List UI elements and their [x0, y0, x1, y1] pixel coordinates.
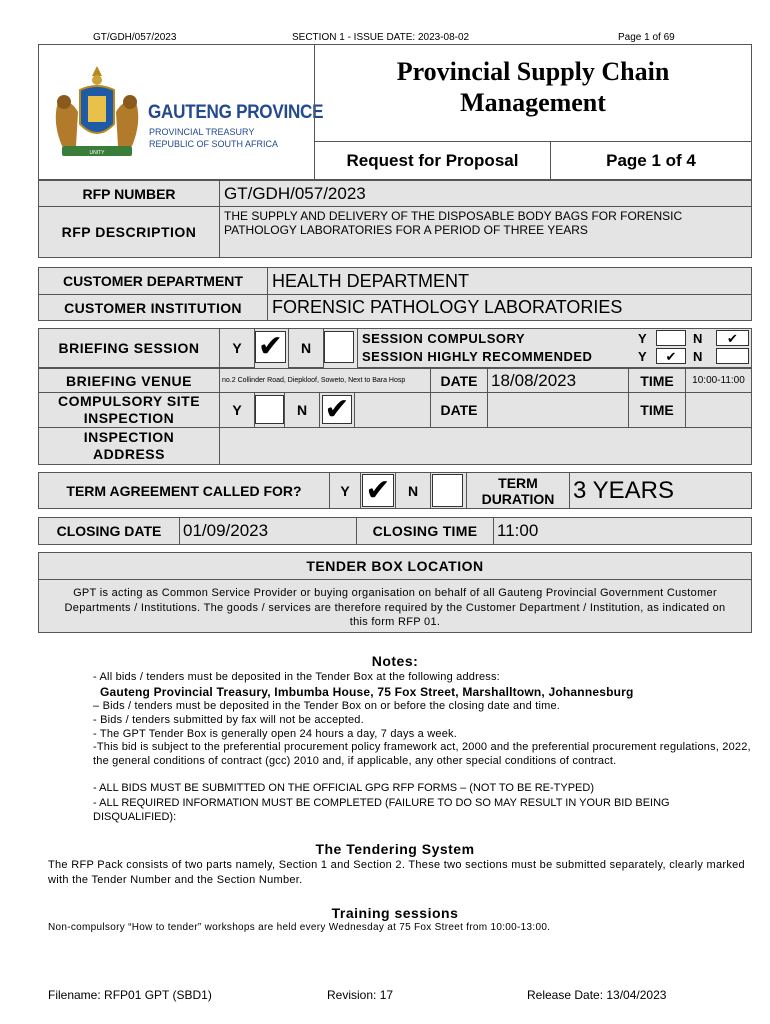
recommended-n-label: N — [693, 349, 703, 364]
check-icon: ✔ — [257, 330, 284, 363]
site-y-label: Y — [219, 392, 255, 428]
closing-date-label: CLOSING DATE — [38, 517, 180, 545]
rfp-number-value: GT/GDH/057/2023 — [219, 180, 752, 207]
notes-item: - All bids / tenders must be deposited in the Tender Box at the following address: — [93, 671, 500, 683]
footer-release: Release Date: 13/04/2023 — [527, 988, 667, 1002]
page-title: Provincial Supply Chain Management — [396, 57, 670, 117]
recommended-no-checkbox[interactable] — [716, 348, 749, 364]
term-y-label: Y — [329, 472, 361, 509]
site-spacer — [354, 392, 431, 428]
term-no-checkbox[interactable] — [432, 474, 463, 507]
header-page: Page 1 of 69 — [618, 32, 675, 43]
tender-box-title: TENDER BOX LOCATION — [38, 552, 752, 580]
notes-address: Gauteng Provincial Treasury, Imbumba House, 75 Fox Street, Marshalltown, Johannesburg — [100, 685, 634, 699]
notes-item: - ALL BIDS MUST BE SUBMITTED ON THE OFFICIAL GPG RFP FORMS – (NOT TO BE RE-TYPED) — [93, 782, 594, 794]
briefing-venue-label: BRIEFING VENUE — [38, 368, 220, 393]
coat-of-arms-icon — [48, 62, 146, 162]
notes-item: - ALL REQUIRED INFORMATION MUST BE COMPLETED (FAILURE TO DO SO MAY RESULT IN YOUR BID BEING DISQUALIFIED): — [93, 797, 670, 823]
briefing-n-label: N — [288, 328, 324, 368]
check-icon: ✔ — [665, 348, 677, 364]
term-n-label: N — [395, 472, 431, 509]
customer-dept-value: HEALTH DEPARTMENT — [267, 267, 752, 295]
site-no-checkbox[interactable] — [322, 392, 352, 426]
site-time-value — [685, 392, 752, 428]
session-compulsory-label: SESSION COMPULSORY — [362, 331, 526, 346]
site-yes-checkbox[interactable] — [255, 395, 284, 424]
site-inspection-label: COMPULSORY SITE INSPECTION — [38, 392, 220, 428]
training-text: Non-compulsory “How to tender” workshops are held every Wednesday at 75 Fox Street from 10:00-13:00. — [48, 922, 551, 933]
recommended-yes-checkbox[interactable] — [656, 348, 686, 364]
notes-item: – Bids / tenders must be deposited in the Tender Box on or before the closing date and time. — [93, 700, 561, 712]
briefing-date-label: DATE — [430, 368, 488, 393]
notes-item: -This bid is subject to the preferential procurement policy framework act, 2000 and the preferential procurement regulations, 2022, the general conditions of contract (gcc) 2010 and, if applicable, any other special conditions of contract. — [93, 741, 751, 767]
compulsory-no-checkbox[interactable] — [716, 330, 749, 346]
header-section: SECTION 1 - ISSUE DATE: 2023-08-02 — [292, 32, 470, 43]
term-agreement-label: TERM AGREEMENT CALLED FOR? — [66, 482, 302, 499]
session-recommended-label: SESSION HIGHLY RECOMMENDED — [362, 349, 593, 364]
site-n-label: N — [284, 392, 320, 428]
briefing-venue-value: no.2 Collinder Road, Diepkloof, Soweto, Next to Bara Hosp — [219, 368, 431, 393]
check-icon: ✔ — [324, 392, 350, 426]
site-date-label: DATE — [430, 392, 488, 428]
footer-revision: Revision: 17 — [327, 988, 394, 1002]
briefing-time-value: 10:00-11:00 — [685, 368, 752, 393]
compulsory-y-label: Y — [638, 331, 647, 346]
term-yes-checkbox[interactable] — [362, 474, 394, 507]
inspection-address-label: INSPECTION ADDRESS — [38, 427, 220, 465]
briefing-y-label: Y — [219, 328, 255, 368]
tendering-title: The Tendering System — [315, 841, 475, 857]
compulsory-n-label: N — [693, 331, 703, 346]
notes-title: Notes: — [371, 653, 419, 669]
closing-time-value: 11:00 — [493, 517, 752, 545]
footer-filename: Filename: RFP01 GPT (SBD1) — [48, 988, 212, 1002]
doc-type: Request for Proposal — [314, 141, 551, 180]
rfp-number-label: RFP NUMBER — [38, 180, 220, 207]
briefing-time-label: TIME — [628, 368, 686, 393]
customer-dept-label: CUSTOMER DEPARTMENT — [38, 267, 268, 295]
compulsory-yes-checkbox[interactable] — [656, 330, 686, 346]
briefing-no-checkbox[interactable] — [324, 331, 354, 363]
logo-line2: REPUBLIC OF SOUTH AFRICA — [149, 139, 279, 149]
customer-inst-value: FORENSIC PATHOLOGY LABORATORIES — [267, 294, 752, 321]
logo-name: GAUTENG PROVINCE — [148, 102, 324, 123]
site-date-value — [487, 392, 629, 428]
customer-inst-label: CUSTOMER INSTITUTION — [38, 294, 268, 321]
term-duration-value: 3 YEARS — [569, 472, 752, 509]
tendering-text: The RFP Pack consists of two parts namely, Section 1 and Section 2. These two sections must be submitted separately, clearly marked with the Tender Number and the Section Number. — [48, 859, 745, 886]
briefing-date-value: 18/08/2023 — [487, 368, 629, 393]
rfp-description-value: THE SUPPLY AND DELIVERY OF THE DISPOSABLE BODY BAGS FOR FORENSIC PATHOLOGY LABORATORIES FOR A PERIOD OF THREE YEARS — [219, 206, 752, 258]
notes-item: - The GPT Tender Box is generally open 24 hours a day, 7 days a week. — [93, 728, 457, 740]
training-title: Training sessions — [331, 905, 459, 921]
rfp-description-label: RFP DESCRIPTION — [38, 206, 220, 258]
briefing-yes-checkbox[interactable] — [255, 331, 286, 363]
svg-text:UNITY: UNITY — [89, 150, 105, 156]
header-ref: GT/GDH/057/2023 — [93, 32, 177, 43]
recommended-y-label: Y — [638, 349, 647, 364]
notes-item: - Bids / tenders submitted by fax will not be accepted. — [93, 714, 364, 726]
closing-time-label: CLOSING TIME — [356, 517, 494, 545]
inspection-address-value — [219, 427, 752, 465]
logo-line1: PROVINCIAL TREASURY — [149, 127, 255, 137]
check-icon: ✔ — [365, 473, 391, 507]
briefing-session-label: BRIEFING SESSION — [38, 328, 220, 368]
term-duration-label: TERM DURATION — [466, 472, 570, 509]
tender-box-text: GPT is acting as Common Service Provider or buying organisation on behalf of all Gauteng Provincial Government Customer Departments / Institutions. The goods / services are therefore required by the Customer Department / Institution, as indicated on this form RFP 01. — [38, 579, 752, 633]
site-time-label: TIME — [628, 392, 686, 428]
check-icon: ✔ — [727, 330, 738, 346]
closing-date-value: 01/09/2023 — [179, 517, 357, 545]
doc-page: Page 1 of 4 — [550, 141, 752, 180]
